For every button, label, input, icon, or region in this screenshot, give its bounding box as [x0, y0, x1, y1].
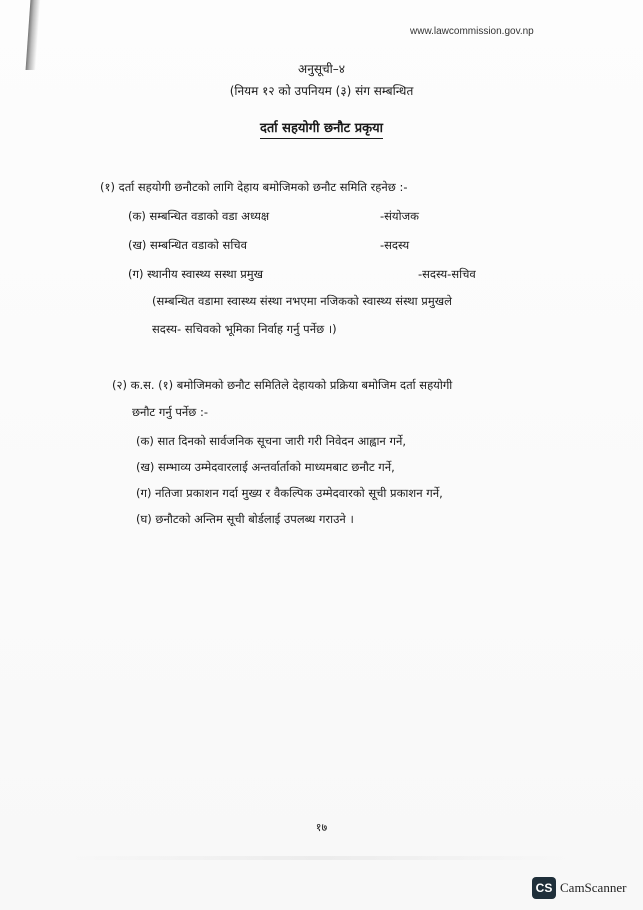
section1-note-line: सदस्य- सचिवको भूमिका निर्वाह गर्नु पर्नेछ ।) — [152, 322, 337, 336]
process-step: (ख) सम्भाव्य उम्मेदवारलाई अन्तर्वार्ताको माध्यमबाट छनौट गर्ने, — [136, 460, 395, 474]
process-step: (ग) नतिजा प्रकाशन गर्दा मुख्य र वैकल्पिक उम्मेदवारको सूची प्रकाशन गर्ने, — [136, 486, 443, 500]
committee-member-label: (ग) स्थानीय स्वास्थ्य सस्था प्रमुख — [128, 267, 264, 281]
page-number: १७ — [315, 821, 328, 834]
process-step: (क) सात दिनको सार्वजनिक सूचना जारी गरी निवेदन आह्वान गर्ने, — [136, 434, 406, 448]
committee-member-label: (ख) सम्बन्धित वडाको सचिव — [128, 238, 247, 252]
camscanner-logo-icon: CS — [532, 877, 556, 899]
schedule-reference: (नियम १२ को उपनियम (३) संग सम्बन्धित — [229, 84, 414, 98]
scan-artifact — [60, 856, 580, 860]
section2-intro-line: छनौट गर्नु पर्नेछ :- — [132, 405, 209, 419]
camscanner-watermark — [532, 877, 626, 899]
section2-intro-line: (२) क.स. (१) बमोजिमको छनौट समितिले देहायको प्रक्रिया बमोजिम दर्ता सहयोगी — [112, 378, 453, 392]
camscanner-label: CamScanner — [560, 880, 627, 895]
section1-intro: (१) दर्ता सहयोगी छनौटको लागि देहाय बमोजिमको छनौट समिति रहनेछ :- — [100, 180, 408, 194]
committee-member-role: -सदस्य — [380, 238, 410, 252]
schedule-number: अनुसूची–४ — [298, 62, 345, 76]
section1-note-line: (सम्बन्धित वडामा स्वास्थ्य संस्था नभएमा नजिकको स्वास्थ्य संस्था प्रमुखले — [152, 294, 452, 308]
document-title — [0, 118, 643, 136]
committee-member-role: -संयोजक — [380, 209, 419, 223]
committee-member-label: (क) सम्बन्धित वडाको वडा अध्यक्ष — [128, 209, 270, 223]
document-title-text: दर्ता सहयोगी छनौट प्रकृया — [260, 121, 383, 139]
committee-member-role: -सदस्य-सचिव — [418, 267, 476, 281]
source-url: www.lawcommission.gov.np — [410, 26, 534, 37]
process-step: (घ) छनौटको अन्तिम सूची बोर्डलाई उपलब्ध गराउने । — [136, 512, 354, 526]
